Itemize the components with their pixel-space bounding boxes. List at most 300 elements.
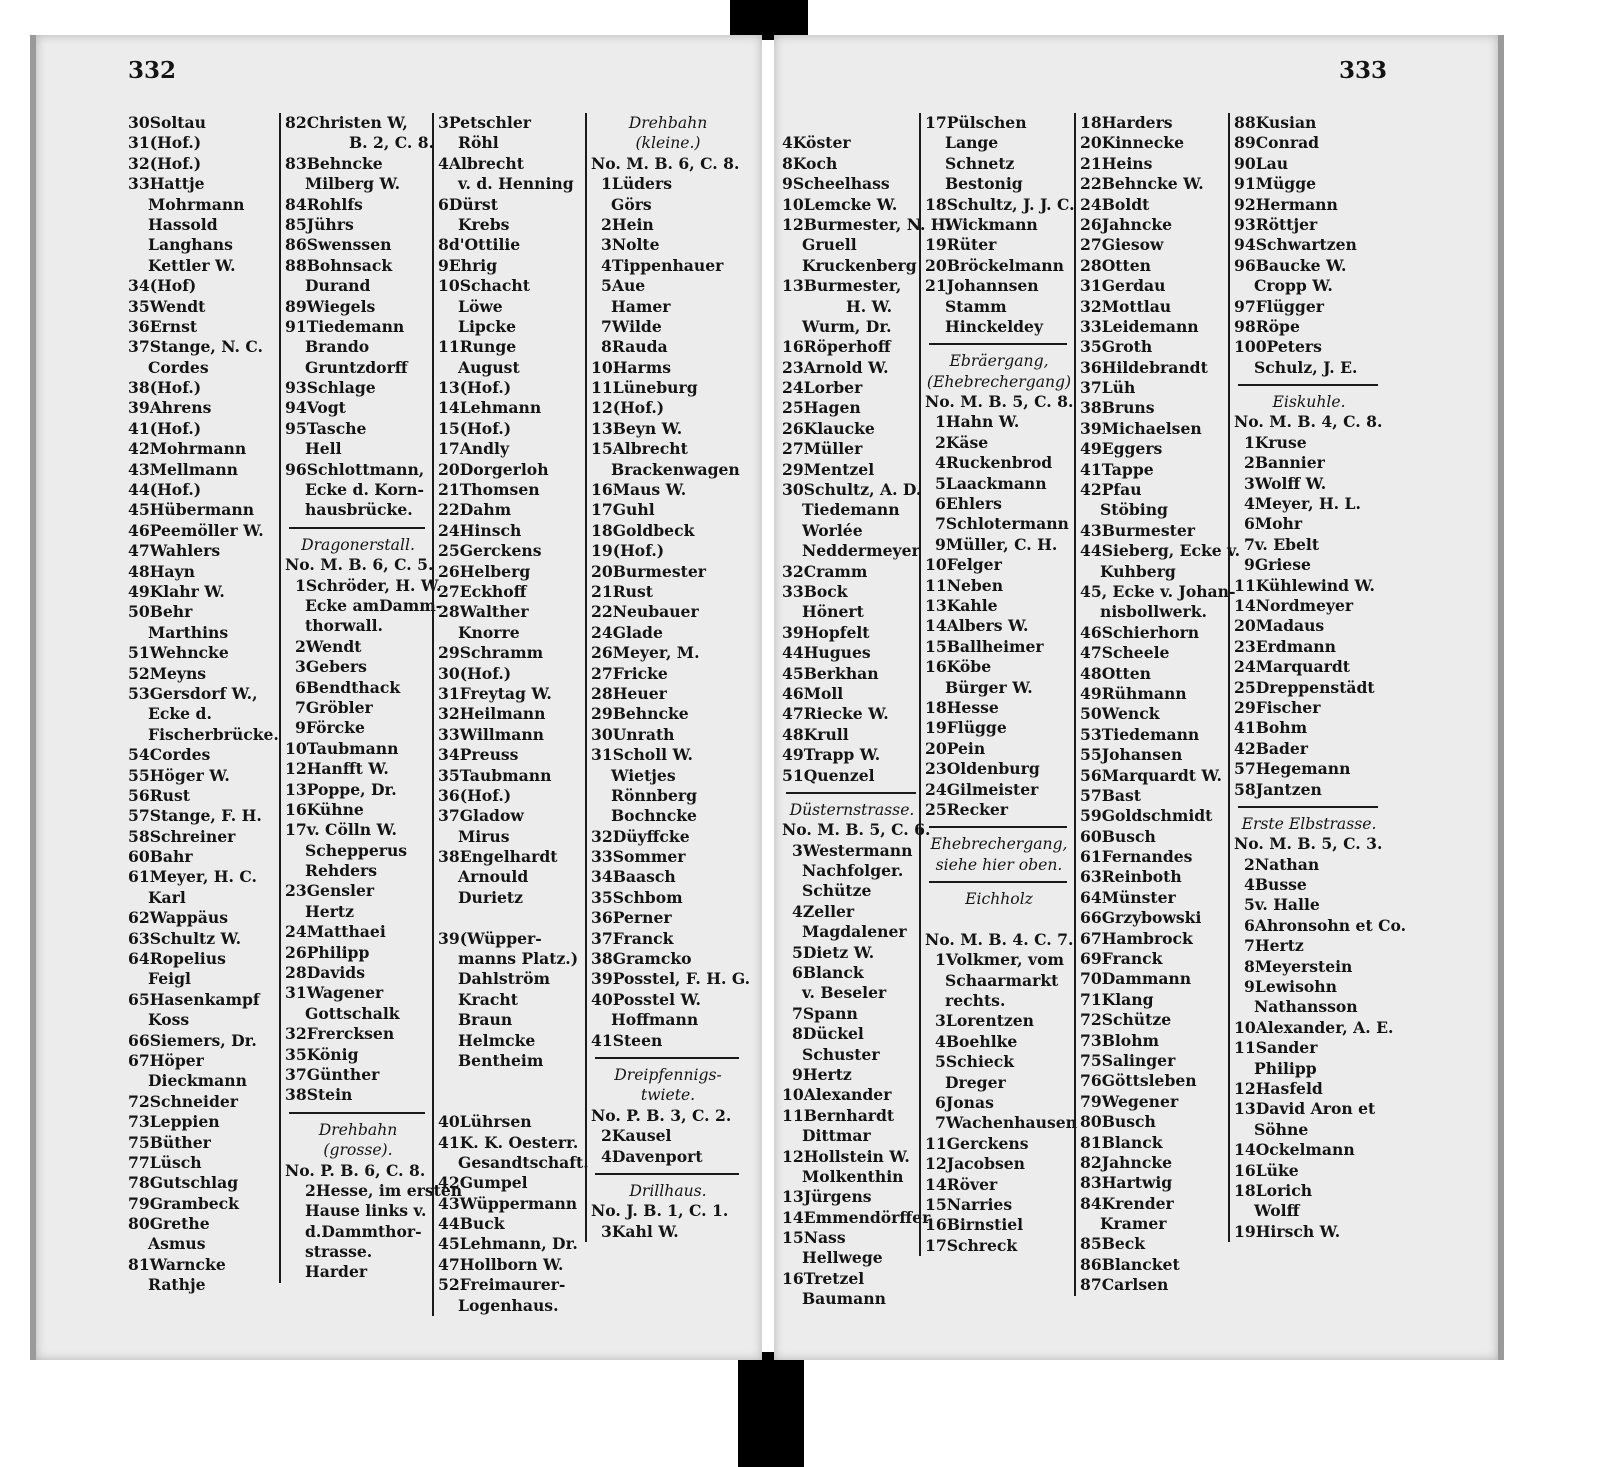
directory-entry: 30Soltau [128,113,206,132]
directory-entry: 24Glade [591,622,663,642]
directory-entry: 55Höger W. [128,765,230,785]
directory-entry: 6Ahronsohn et Co. [1244,915,1407,935]
right-page [774,35,1504,1360]
directory-entry: 3Wolff W. [1244,473,1327,493]
directory-entry: 26Jahncke [1080,214,1173,234]
directory-entry: 2Wendt [295,636,362,656]
directory-entry: 76Göttsleben [1080,1071,1197,1091]
directory-entry: 92Hermann [1234,194,1338,214]
column-1 [124,113,279,1296]
directory-entry: Kramer [1100,1214,1167,1234]
directory-entry: 13Beyn W. [591,418,683,438]
street-heading: twiete. [640,1086,696,1105]
directory-entry: 21Thomsen [438,480,540,500]
street-heading: Drehbahn [628,114,708,132]
directory-entry: Dreger [945,1072,1006,1092]
directory-entry: 82Jahncke [1080,1152,1173,1172]
bottom-black-band [738,1352,804,1467]
directory-entry: 89Conrad [1234,133,1320,153]
directory-entry: 60Busch [1080,826,1156,846]
directory-entry: 73Leppien [128,1112,220,1132]
directory-entry: 81Warncke [128,1254,226,1274]
directory-entry: 35Wendt [128,296,206,316]
directory-entry: 25Dreppenstädt [1234,677,1375,697]
directory-entry: 55Johansen [1080,745,1183,765]
directory-entry: No. M. B. 5, C. 3. [1234,834,1383,854]
directory-entry: 12(Hof.) [591,398,665,418]
directory-entry: 31Scholl W. [591,745,693,765]
directory-entry: 25Recker [925,799,1009,819]
directory-entry: 3Kahl W. [601,1221,679,1241]
page-number: 332 [128,57,177,84]
directory-entry: 23Oldenburg [925,759,1040,779]
street-heading: Dragonerstall. [301,535,415,554]
directory-entry: 33Hattje [128,174,205,194]
directory-entry: Gesandtschaft. [458,1152,589,1172]
directory-entry: 24Matthaei [285,922,386,942]
directory-entry: 47Scheele [1080,643,1170,663]
directory-entry: 80Busch [1080,1112,1156,1132]
directory-entry: 79Grambeck [128,1193,239,1213]
directory-entry: 44(Hof.) [128,480,202,500]
directory-entry: Kracht [458,989,518,1009]
directory-entry [434,908,584,928]
directory-entry: v. d. Henning [458,174,574,194]
directory-entry: 15Narries [925,1194,1013,1214]
directory-entry: No. P. B. 6, C. 8. [285,1160,426,1180]
directory-entry: 86Blancket [1080,1254,1180,1274]
directory-entry: 14Albers W. [925,616,1029,636]
directory-entry: Nachfolger. [802,861,904,881]
directory-entry: 15Albrecht [591,439,688,459]
directory-entry: Milberg W. [305,174,400,194]
directory-entry: 16Maus W. [591,480,687,500]
directory-entry: 32Cramm [782,561,868,581]
directory-entry: 26Helberg [438,561,531,581]
directory-entry: 4Köster [782,133,851,153]
directory-entry: Feigl [148,969,191,989]
directory-entry: August [458,357,520,377]
directory-entry: Schaarmarkt [945,970,1059,990]
directory-entry: 14Nordmeyer [1234,595,1354,615]
directory-entry: 65Hasenkampf [128,989,260,1009]
directory-entry: 43Mellmann [128,459,239,479]
directory-entry: No. M. B. 6, C. 8. [591,153,740,173]
directory-entry: 28Otten [1080,255,1151,275]
directory-entry: 30Unrath [591,724,675,744]
directory-entry: Röhl [458,133,499,153]
directory-entry: 4Davenport [601,1146,703,1166]
directory-entry: 61Fernandes [1080,847,1193,867]
directory-entry: 31Gerdau [1080,276,1166,296]
directory-entry: 38Gramcko [591,949,692,969]
directory-entry: 49Rühmann [1080,683,1187,703]
directory-entry: 2Hein [601,214,654,234]
directory-entry: B. 2, C. 8. [349,133,435,153]
directory-entry: Brando [305,337,370,357]
directory-entry: 8d'Ottilie [438,235,521,255]
directory-entry: 88Kusian [1234,113,1317,132]
directory-entry: 2Nathan [1244,854,1320,874]
directory-entry: Mirus [458,826,510,846]
directory-entry: 91Mügge [1234,174,1317,194]
directory-entry: 27Fricke [591,663,668,683]
directory-entry: 64Ropelius [128,949,226,969]
directory-entry: 22Neubauer [591,602,699,622]
directory-entry: 41K. K. Oesterr. [438,1132,579,1152]
directory-entry: 24Gilmeister [925,779,1039,799]
directory-entry: 1Lüders [601,174,672,194]
directory-entry: 11Sander [1234,1038,1318,1058]
directory-entry: 11Gerckens [925,1133,1029,1153]
directory-entry: 67Höper [128,1050,204,1070]
directory-entry: 26Meyer, M. [591,643,700,663]
directory-entry: 30(Hof.) [438,663,512,683]
directory-entry: Rönnberg [611,785,697,805]
directory-entry: 46Schierhorn [1080,622,1200,642]
directory-entry: Krebs [458,214,510,234]
directory-entry: Dahlström [458,969,550,989]
directory-entry: Molkenthin [802,1166,904,1186]
directory-entry: 8Dückel [792,1024,864,1044]
directory-entry: 36(Hof.) [438,785,512,805]
directory-entry: 86Swenssen [285,235,392,255]
directory-entry: strasse. [305,1242,373,1262]
directory-entry: 21Heins [1080,153,1153,173]
column-2 [919,113,1078,1256]
directory-entry: 20Dorgerloh [438,459,549,479]
directory-entry: 3Petschler [438,113,531,132]
street-heading: (Ehebrechergang) [926,372,1072,391]
directory-entry: 12Hollstein W. [782,1146,910,1166]
section-divider [289,527,425,529]
directory-entry: 14Emmendörffer [782,1207,931,1227]
directory-entry: Bürger W. [945,677,1033,697]
directory-entry: 60Bahr [128,847,193,867]
directory-entry: 88Bohnsack [285,255,393,275]
directory-entry: 12Burmester, N. H. [782,214,951,234]
directory-entry: Kruckenberg [802,255,917,275]
directory-entry: 4Tippenhauer [601,255,724,275]
directory-entry: Kettler W. [148,255,236,275]
street-heading: (kleine.) [635,134,701,153]
directory-entry: 14Lehmann [438,398,542,418]
directory-entry: Söhne [1254,1119,1309,1139]
directory-entry: 15(Hof.) [438,418,512,438]
directory-entry: 57Hegemann [1234,759,1351,779]
directory-entry: 2Bannier [1244,453,1325,473]
directory-entry: Stamm [945,296,1007,316]
directory-entry: 4Boehlke [935,1031,1018,1051]
directory-entry: 10Harms [591,357,672,377]
directory-entry: v. Beseler [802,983,887,1003]
street-heading: Drillhaus. [629,1181,707,1200]
directory-entry: 87Carlsen [1080,1275,1169,1295]
directory-entry: 35Groth [1080,337,1153,357]
directory-entry: 3Lorentzen [935,1011,1035,1031]
column-3 [432,113,589,1316]
directory-entry: 94Vogt [285,398,346,418]
directory-entry: No. P. B. 3, C. 2. [591,1105,732,1125]
directory-entry: 5Dietz W. [792,942,875,962]
directory-entry: 12Jacobsen [925,1154,1026,1174]
directory-entry: 67Hambrock [1080,928,1193,948]
directory-entry: Koss [148,1010,190,1030]
directory-entry [921,909,1073,929]
directory-entry: 44Sieberg, Ecke v. [1080,541,1241,561]
directory-entry: 11Neben [925,575,1004,595]
directory-entry: 19(Hof.) [591,541,665,561]
directory-entry: 63Schultz W. [128,928,242,948]
directory-entry: Karl [148,887,186,907]
directory-entry: Cropp W. [1254,276,1333,296]
directory-entry: 45, Ecke v. Johan- [1080,581,1236,601]
directory-entry: 63Reinboth [1080,867,1182,887]
directory-entry: 1Volkmer, vom [935,950,1064,970]
directory-entry: 2Kausel [601,1126,672,1146]
directory-entry: d.Dammthor- [305,1221,422,1241]
directory-entry: Marthins [148,622,229,642]
directory-entry: 17v. Cölln W. [285,820,397,840]
directory-entry: 27Eckhoff [438,581,527,601]
directory-entry: Gottschalk [305,1003,400,1023]
directory-entry: 38Stein [285,1085,353,1105]
directory-entry: Lipcke [458,316,517,336]
directory-entry: 56Marquardt W. [1080,765,1222,785]
section-divider [929,343,1067,345]
directory-entry: 4Zeller [792,901,855,921]
directory-entry: 96Baucke W. [1234,255,1347,275]
directory-entry: 52Freimaurer- [438,1275,566,1295]
directory-entry: 49Eggers [1080,439,1163,459]
directory-entry: 95Tasche [285,418,367,438]
street-heading: Ebräergang, [949,352,1049,371]
directory-entry: Schepperus [305,840,408,860]
directory-entry: No. M. B. 5, C. 8. [925,392,1074,412]
directory-entry: 2Käse [935,432,989,452]
directory-entry: 18Lorich [1234,1180,1313,1200]
directory-entry: 29Schramm [438,643,544,663]
directory-entry: 11Runge [438,337,517,357]
directory-entry: Ecke amDamm- [305,595,443,615]
directory-entry: 34Preuss [438,745,519,765]
directory-entry: 13Kahle [925,595,998,615]
directory-entry: 3Westermann [792,840,913,860]
directory-entry: 32Düyffcke [591,826,690,846]
directory-entry: 75Salinger [1080,1050,1176,1070]
directory-entry: 83Behncke [285,153,383,173]
directory-entry: 36Perner [591,908,672,928]
directory-entry: 39Michaelsen [1080,418,1202,438]
street-heading: Dreipfennigs- [614,1065,722,1084]
directory-entry: 13Burmester, [782,276,902,296]
directory-entry: 6Dürst [438,194,498,214]
directory-entry: Schuster [802,1044,880,1064]
directory-entry: 14Ockelmann [1234,1140,1355,1160]
directory-entry: 7Spann [792,1003,858,1023]
directory-entry: 23Erdmann [1234,636,1336,656]
street-heading: Drehbahn [318,1120,398,1139]
directory-entry: 24Hinsch [438,520,522,540]
directory-entry: Neddermeyer [802,541,920,561]
directory-entry: 70Dammann [1080,969,1192,989]
directory-entry: 6Ehlers [935,494,1002,514]
directory-entry: 47Riecke W. [782,704,889,724]
directory-entry: Wolff [1254,1201,1300,1221]
directory-entry: 9Scheelhass [782,174,890,194]
directory-entry: Fischerbrücke. [148,724,279,744]
directory-entry: manns Platz.) [458,949,579,969]
directory-entry: 16Tretzel [782,1268,865,1288]
section-divider [929,826,1067,828]
directory-entry: rechts. [945,991,1006,1011]
directory-entry: 93Schlage [285,378,376,398]
directory-entry: 64Münster [1080,887,1176,907]
directory-entry: 2Hesse, im ersten [305,1180,463,1200]
directory-entry: 33Willmann [438,724,544,744]
section-divider [595,1173,739,1175]
directory-entry: 20Burmester [591,561,706,581]
street-heading: siehe hier oben. [935,855,1063,874]
directory-entry: Hoffmann [611,1010,699,1030]
directory-entry: 34(Hof) [128,276,197,296]
directory-entry: 94Schwartzen [1234,235,1357,255]
directory-entry: 24Lorber [782,378,863,398]
directory-entry: 42Mohrmann [128,439,247,459]
left-page [30,35,762,1360]
directory-entry: 5v. Halle [1244,895,1320,915]
directory-entry: 33Bock [782,581,848,601]
directory-entry: 49Trapp W. [782,745,881,765]
directory-entry: 10Alexander [782,1085,892,1105]
directory-entry: 14Röver [925,1174,998,1194]
directory-entry: Wietjes [611,765,676,785]
directory-entry: 24Boldt [1080,194,1150,214]
directory-entry: 37Lüh [1080,378,1136,398]
directory-entry: 26Klaucke [782,418,875,438]
directory-entry: 7v. Ebelt [1244,534,1320,554]
directory-entry: 33Leidemann [1080,316,1199,336]
section-divider [786,792,916,794]
street-heading: Eiskuhle. [1272,393,1346,412]
directory-entry: No. M. B. 4. C. 7. [925,929,1074,949]
column-3 [1074,113,1241,1296]
directory-entry: 39Hopfelt [782,622,870,642]
directory-entry: 10Lemcke W. [782,194,898,214]
directory-entry: 38Engelhardt [438,847,558,867]
directory-entry: No. J. B. 1, C. 1. [591,1201,729,1221]
directory-entry: H. W. [846,296,893,316]
directory-entry: Wickmann [945,214,1038,234]
directory-entry: 69Franck [1080,949,1163,969]
directory-entry: 5Schieck [935,1052,1015,1072]
directory-entry: 29Behncke [591,704,689,724]
directory-entry: 29Mentzel [782,459,875,479]
directory-entry: 15Ballheimer [925,636,1044,656]
directory-entry: Görs [611,194,652,214]
directory-entry: 42Pfau [1080,480,1142,500]
directory-entry: 66Siemers, Dr. [128,1030,257,1050]
directory-entry: 39(Wüpper- [438,928,542,948]
directory-entry: 38Bruns [1080,398,1155,418]
directory-entry: 84Krender [1080,1193,1174,1213]
directory-entry: 90Lau [1234,153,1289,173]
directory-entry: No. M. B. 5, C. 6. [782,820,931,840]
directory-entry: 19Hirsch W. [1234,1221,1341,1241]
section-divider [1238,384,1378,386]
directory-entry: 18Hesse [925,697,999,717]
directory-entry: 37Stange, N. C. [128,337,263,357]
directory-entry: 16Birnstiel [925,1215,1024,1235]
directory-entry: Bestonig [945,174,1023,194]
directory-entry: 46Moll [782,683,844,703]
directory-entry: 57Bast [1080,785,1141,805]
directory-entry: 98Röpe [1234,316,1300,336]
directory-entry: Tiedemann [802,500,900,520]
section-divider [929,881,1067,883]
directory-entry: Gruell [802,235,857,255]
directory-entry: 17Schreck [925,1235,1018,1255]
directory-entry: 22Dahm [438,500,512,520]
directory-entry: 48Krull [782,724,849,744]
directory-entry: 4Busse [1244,875,1307,895]
directory-entry: 37Gladow [438,806,524,826]
directory-entry: Brackenwagen [611,459,740,479]
directory-entry: 45Hübermann [128,500,255,520]
directory-entry: 28Davids [285,963,365,983]
directory-entry: 25Hagen [782,398,861,418]
directory-entry: 37Günther [285,1064,380,1084]
directory-entry: 28Heuer [591,683,667,703]
directory-entry: 1Schröder, H. W. [295,575,442,595]
directory-entry: 47Hollborn W. [438,1254,564,1274]
directory-entry: 58Schreiner [128,826,236,846]
directory-entry: 11Lüneburg [591,378,698,398]
directory-entry: 21Rust [591,581,653,601]
directory-entry: Löwe [458,296,503,316]
street-heading: Erste Elbstrasse. [1241,814,1377,833]
directory-entry: Cordes [148,357,209,377]
directory-entry: 1Hahn W. [935,412,1020,432]
directory-entry: 9Müller, C. H. [935,534,1058,554]
directory-entry: Dieckmann [148,1071,247,1091]
directory-entry: Hertz [305,901,354,921]
directory-entry: 18Harders [1080,113,1173,132]
directory-entry: 17Pülschen [925,113,1027,132]
street-heading: (grosse). [323,1141,393,1160]
directory-entry: Kuhberg [1100,561,1176,581]
directory-entry: Rehders [305,861,378,881]
directory-entry: 79Wegener [1080,1091,1179,1111]
directory-entry: 41Steen [591,1030,663,1050]
directory-entry: 45Berkhan [782,663,879,683]
directory-entry: 31(Hof.) [128,133,202,153]
directory-entry: 13David Aron et [1234,1099,1376,1119]
directory-entry: 58Jantzen [1234,779,1322,799]
directory-entry: 17Guhl [591,500,655,520]
directory-entry: 3Gebers [295,657,367,677]
directory-entry: 78Gutschlag [128,1173,239,1193]
directory-entry: 12Hasfeld [1234,1078,1323,1098]
directory-entry: Durietz [458,887,523,907]
directory-entry: 9Griese [1244,555,1311,575]
directory-entry: 4Meyer, H. L. [1244,494,1361,514]
directory-entry: 17Andly [438,439,510,459]
directory-entry: 13Poppe, Dr. [285,779,397,799]
directory-entry: 15Nass [782,1228,846,1248]
directory-entry: 10Felger [925,555,1002,575]
directory-entry: 53Gersdorf W., [128,683,258,703]
